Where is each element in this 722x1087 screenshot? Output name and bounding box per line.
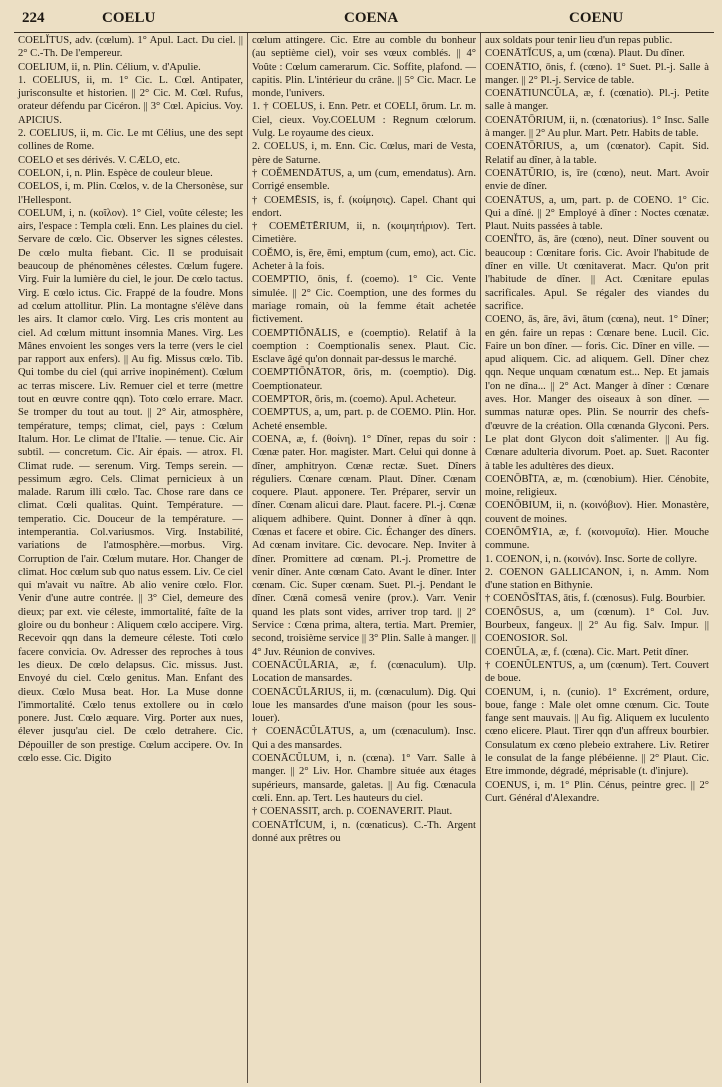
dictionary-entry: † COENASSIT, arch. p. COENAVERIT. Plaut. [252,806,453,818]
dictionary-entry: COENĀTĬCUM, i, n. (cœnaticus). C.-Th. Argent donné aux prêtres ou [252,819,476,844]
dictionary-entry: † COENĀCŬLĀTUS, a, um (cœnaculum). Insc. Qui a des mansardes. [252,726,476,751]
column-right [480,33,713,1083]
dictionary-entry: COENĀCŬLĀRIUS, ii, m. (cœnaculum). Dig. Qui loue les mansardes d'une maison (pour les sous-louer). [252,686,476,725]
dictionary-entry: COENŌBIUM, ii, n. (κοινόβιον). Hier. Monastère, couvent de moines. [485,500,709,525]
dictionary-entry: COENĀTUS, a, um, part. p. de COENO. 1° Cic. Qui a dîné. || 2° Employé à dîner : Noctes cœnatæ. Plaut. Nuits passées à table. [485,194,709,233]
dictionary-entry: COĔMO, is, ēre, ēmi, emptum (cum, emo), act. Cic. Acheter à la fois. [252,247,476,273]
dictionary-entry: COENA, æ, f. (θοίνη). 1° Dîner, repas du soir : Cœnæ pater. Hor. magister. Mart. Celui qui donne à dîner, amphitryon. Cœnæ rectæ. Suet. Dîners réguliers. Cœnare cœnam. Plaut. Dîner. Cœnam coquere. Plaut. apponere. Ter. Préparer, servir un dîner. Cœnam alicui dare. Plaut. facere. Pl.-j. Cœnæ aliquem adhibere. Quint. Donner à dîner à qqn. Cœnas et facere et obire. Cic. Échanger des dîners. Ad cœnam invitare. Cic. devocare. Nep. Inviter à dîner. Promittere ad cœnam. Pl.-j. Promettre de venir dîner. Ante cœnam Cato. Avant le dîner. Inter cœnam. Cic. Super cœnam. Suet. Pl.-j. Pendant le dîner. Cœnā comesā venire (prov.). Varr. Venir quand les plats sont vides, arriver trop tard. || 2° Service : Cœna prima, altera, tertia. Mart. Premier, second, troisième service || 3° Plin. Salle à manger. || 4° Juv. Réunion de convives. [252,433,476,658]
dictionary-entry: COENĀCŬLUM, i, n. (cœna). 1° Varr. Salle à manger. || 2° Liv. Hor. Chambre située aux étages supérieurs, mansarde, galetas. || Au fig. Cœnacula cœli. Enn. ap. Tert. Les hauteurs du ciel. [252,753,476,804]
dictionary-entry: COEMPTIŌNĀTOR, ōris, m. (coemptio). Dig. Coemptionateur. [252,367,476,392]
right-guide-word: COENU [569,10,624,26]
dictionary-entry: COELUM, i, n. (κοῖλον). 1° Ciel, voûte céleste; les airs, l'espace : Templa cœli. Enn. Les plaines du ciel. Servare de cœlo. Cic. Observer les signes célestes. De cœlo multa fiebant. Cic. Il se produisait beaucoup de phénomènes célestes. Cœlum fugere. Virg. Fuir la lumière du ciel, le jour. De cœlo tactus. Virg. E cœlo ictus. Cic. Frappé de la foudre. Mons ad cœlum attollitur. Plin. La montagne s'élève dans les airs. It clamor cœlo. Virg. Les cris montent au ciel. Ad cœlum mittunt insomnia Manes. Virg. Les Mânes envoient les songes vers la terre (vers le ciel par rapport aux enfers). || Au fig. Missus cœlo. Tib. Qui tombe du ciel (qui arrive inopinément). Cœlum ac terras miscere. Liv. Remuer ciel et terre (mettre tout en œuvre contre qqn). Toto cœlo errare. Macr. Se tromper du tout au tout. || 2° Air, atmosphère, température, temps; climat, ciel, pays : Cœlum Italum. Hor. Le climat de l'Italie. — tenue. Cic. Air subtil. — concretum. Cic. Air épais. — atrox. Fl. Climat rude. — serenum. Virg. Temps serein. — pessimum ægro. Cels. Climat pernicieux à un malade. Rarum illi cœlo. Tac. Chose rare dans ce climat. Cœli qualitas. Quint. Température. — temperatio. Cic. Douceur de la température. — intemperantia. Col.variusmos. Virg. Instabilité, variations de l'atmosphère.—morbus. Virg. Corruption de l'air. Cœlum mutare. Hor. Changer de climat. Hoc cœlum sub quo natus essem. Liv. Ce ciel qui m'avait vu naître. Ab alio venire cœlo. Flor. Venir d'une autre contrée. || 3° Ciel, demeure des dieux; par ext. vie céleste, immortalité, faîte de la gloire ou du bonheur : Aliquem cœlo accipere. Virg. Recevoir qqn dans la demeure céleste. Toti cœlo facere convicia. Ov. Adresser des reproches à tous les dieux. De cœlo delapsus. Cic. missus. Just. Envoyé du ciel. Cœlo genitus. Man. Enfant des dieux. Cœlo Musa beat. Hor. La Muse donne l'immortalité. Cœlo tenus extollere ou in cœlo ponere. Just. Cœlo æquare. Virg. Porter aux nues, élever jusqu'au ciel. De cœlo detrahere. Cic. Dépouiller de son prestige. Cœlum accipere. Ov. In cœlo esse. Cic. Digito [18,207,243,765]
dictionary-entry: COENUS, i, m. 1° Plin. Cénus, peintre grec. || 2° Curt. Général d'Alexandre. [485,779,709,804]
dictionary-entry: † COEMĒSIS, is, f. (κοίμησις). Capel. Chant qui endort. [252,194,476,219]
dictionary-entry: COENO, ās, āre, āvi, ātum (cœna), neut. 1° Dîner; en gén. faire un repas : Cœnare bene. Lucil. Cic. Faire un bon dîner. — foris. Cic. Dîner en ville. — apud aliquem. Cic. ad aliquem. Gell. Dîner chez qqn. Neque unquam cœnatum est... Nep. Et jamais l'on ne dîna... || 2° Act. Manger à dîner : Cœnare aves. Hor. Manger des oiseaux à son dîner. — summas naturæ opes. Plin. Se nourrir des chefs-d'œuvre de la création. Olla cœnanda Glyconi. Pers. Le plat dont Glycon doit s'alimenter. || Au fig. Cœnare adulteria divorum. Poet. ap. Suet. Raconter à table les adultères des dieux. [485,314,709,472]
center-guide-word: COENA [344,10,399,26]
dictionary-entry: COENĬTO, ās, āre (cœno), neut. Dîner souvent ou beaucoup : Cœnitare foris. Cic. Avoir l'habitude de dîner en ville. Ut cœnitaverat. Macr. Qu'on prit l'habitude de dîner. || Act. Cœnitare epulas sacrificales. Apul. Se régaler des viandes du sacrifice. [485,234,709,312]
dictionary-entry: COELON, i, n. Plin. Espèce de couleur bleue. [18,167,213,179]
dictionary-entry: † COENŌSĬTAS, ātis, f. (cœnosus). Fulg. Bourbier. [485,593,706,605]
dictionary-entry: COEMPTIŌNĀLIS, e (coemptio). Relatif à la coemption : Coemptionalis senex. Plaut. Cic. Esclave âgé qu'on donnait par-dessus le marché. [252,327,476,366]
dictionary-entry: 2. COELUS, i, m. Enn. Cic. Cœlus, mari de Vesta, père de Saturne. [252,141,476,166]
dictionary-entry: 1. COELIUS, ii, m. 1° Cic. L. Cœl. Antipater, jurisconsulte et historien. || 2° Cic. M. Cœl. Rufus, orateur défendu par Cicéron. || 3° Cœl. Apicius. Voy. APICIUS. [18,74,243,126]
dictionary-entry: COENĀCŬLĀRIA, æ, f. (cœnaculum). Ulp. Location de mansardes. [252,659,476,685]
dictionary-entry: COENĀTIO, ōnis, f. (cœno). 1° Suet. Pl.-j. Salle à manger. || 2° Pl.-j. Service de table. [485,61,709,86]
dictionary-entry: aux soldats pour tenir lieu d'un repas public. [485,35,673,46]
dictionary-entry: COENŌSUS, a, um (cœnum). 1° Col. Juv. Bourbeux, fangeux. || 2° Au fig. Salv. Impur. || COENOSIOR. Sol. [485,606,709,645]
dictionary-entry: COENĀTIUNCŬLA, æ, f. (cœnatio). Pl.-j. Petite salle à manger. [485,88,709,113]
dictionary-entry: COELOS, i, m. Plin. Cœlos, v. de la Chersonèse, sur l'Hellespont. [18,181,243,206]
column-middle [247,33,480,1083]
dictionary-entry: cœlum attingere. Cic. Etre au comble du bonheur (au septième ciel), voir ses vœux comblés. || 4° Voûte : Cœlum camerarum. Cic. Soffite, plafond. — capitis. Plin. L'intérieur du crâne. || 5° Cic. Macr. Le monde, l'univers. [252,35,476,100]
column-left [14,33,247,1083]
dictionary-entry: 2. COELIUS, ii, m. Cic. Le mt Célius, une des sept collines de Rome. [18,128,243,153]
dictionary-entry: COEMPTUS, a, um, part. p. de COEMO. Plin. Hor. Acheté ensemble. [252,407,476,432]
dictionary-entry: COELĬTUS, adv. (cœlum). 1° Apul. Lact. Du ciel. || 2° C.-Th. De l'empereur. [18,35,243,60]
dictionary-entry: COENUM, i, n. (cunio). 1° Excrément, ordure, boue, fange : Male olet omne cœnum. Cic. Toute fange sent mauvais. || Au fig. Aliquem ex luculento cœno elicere. Plaut. Tirer qqn d'un affreux bourbier. Consulatum ex cœno plebeio extrahere. Liv. Retirer le consulat de la fange plébéienne. || 2° Plaut. Cic. Etre immonde, dégradé, méprisable (t. d'injure). [485,686,709,778]
text-columns [14,33,714,1083]
dictionary-entry: COENŌBĪTA, æ, m. (cœnobium). Hier. Cénobite, moine, religieux. [485,473,709,499]
dictionary-entry: COEMPTIO, ōnis, f. (coemo). 1° Cic. Vente simulée. || 2° Cic. Coemption, une des formes du mariage romain, où la femme était achetée fictivement. [252,274,476,326]
dictionary-entry: COEMPTOR, ōris, m. (coemo). Apul. Acheteur. [252,394,457,406]
dictionary-entry: COENŬLA, æ, f. (cœna). Cic. Mart. Petit dîner. [485,646,689,658]
dictionary-entry: COENĀTŌRIUS, a, um (cœnator). Capit. Sid. Relatif au dîner, à la table. [485,141,709,166]
dictionary-entry: 1. † COELUS, i. Enn. Petr. et COELI, ōrum. Lr. m. Ciel, cieux. Voy.COELUM : Regnum cœlorum. Vulg. Le royaume des cieux. [252,101,476,140]
dictionary-entry: COENĀTŬRIO, is, īre (cœno), neut. Mart. Avoir envie de dîner. [485,167,709,193]
left-guide-word: COELU [102,10,156,26]
dictionary-entry: † COENŬLENTUS, a, um (cœnum). Tert. Couvert de boue. [485,659,709,685]
dictionary-entry: COELIUM, ii, n. Plin. Célium, v. d'Apulie. [18,61,201,73]
dictionary-entry: COELO et ses dérivés. V. CÆLO, etc. [18,154,181,166]
dictionary-entry: COENŌMȲIA, æ, f. (κοινομυῖα). Hier. Mouche commune. [485,526,709,552]
dictionary-entry: 2. COENON GALLICANON, i, n. Amm. Nom d'une station en Bithynie. [485,566,709,592]
dictionary-entry: 1. COENON, i, n. (κοινόν). Insc. Sorte de collyre. [485,553,698,565]
dictionary-entry: COENĀTĬCUS, a, um (cœna). Plaut. Du dîner. [485,48,685,60]
running-header [14,6,714,33]
dictionary-entry: † COĚMENDĀTUS, a, um (cum, emendatus). Arn. Corrigé ensemble. [252,167,476,193]
dictionary-entry: COENĀTŌRIUM, ii, n. (cœnatorius). 1° Insc. Salle à manger. || 2° Au plur. Mart. Petr. Habits de table. [485,114,709,140]
page-number: 224 [22,10,45,26]
dictionary-entry: † COEMĒTĒRIUM, ii, n. (κοιμητήριον). Tert. Cimetière. [252,221,476,246]
